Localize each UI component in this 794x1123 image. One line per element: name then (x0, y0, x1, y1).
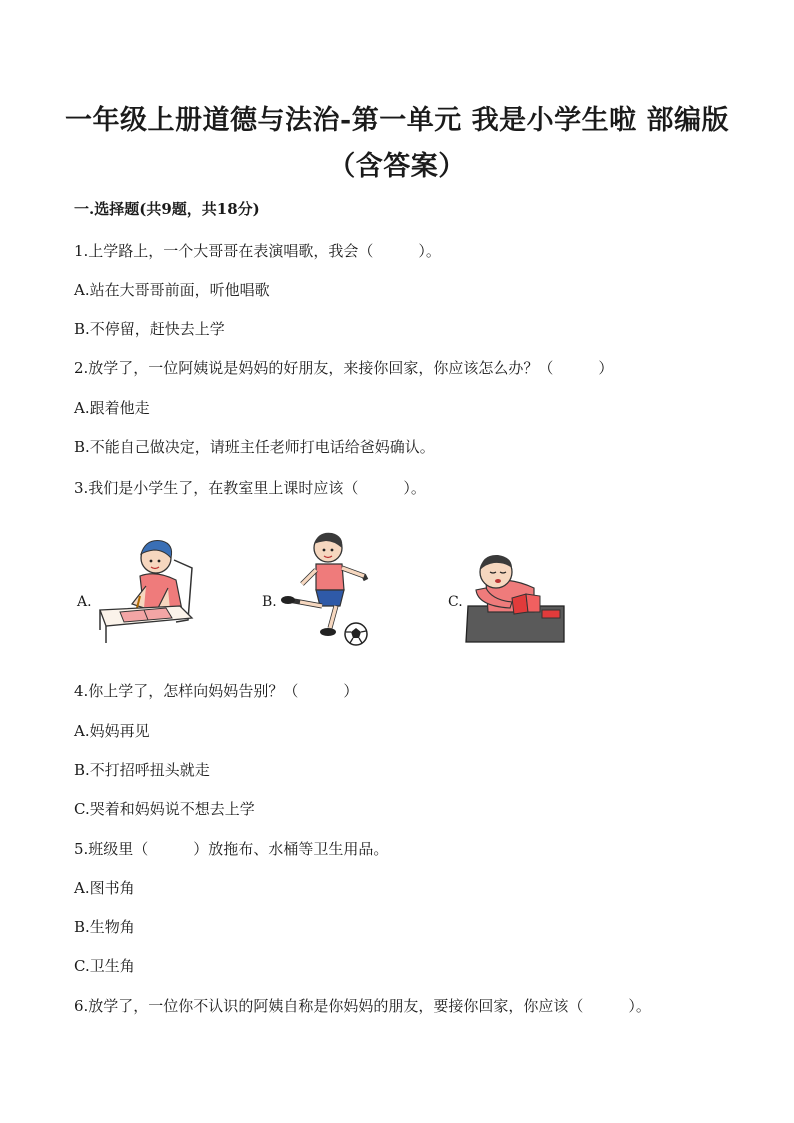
question-2-stem: 2.放学了，一位阿姨说是妈妈的好朋友，来接你回家，你应该怎么办？（ ） (74, 359, 614, 377)
question-5-option-b: B.生物角 (74, 918, 135, 936)
question-3-stem: 3.我们是小学生了，在教室里上课时应该（ ）。 (74, 479, 426, 497)
question-1-stem: 1.上学路上，一个大哥哥在表演唱歌，我会（ ）。 (74, 242, 441, 260)
document-title: 一年级上册道德与法治-第一单元 我是小学生啦 部编版（含答案） (64, 105, 729, 182)
question-5-option-a: A.图书角 (74, 879, 135, 897)
question-4-stem: 4.你上学了，怎样向妈妈告别？（ ） (74, 682, 359, 700)
question-3-picture-b-label: B. (262, 594, 277, 610)
question-1-option-a: A.站在大哥哥前面，听他唱歌 (74, 281, 270, 299)
question-4-option-a: A.妈妈再见 (74, 722, 150, 740)
question-5-option-c: C.卫生角 (74, 957, 135, 975)
question-2-option-b: B.不能自己做决定，请班主任老师打电话给爸妈确认。 (74, 438, 435, 456)
question-4-option-b: B.不打招呼扭头就走 (74, 761, 210, 779)
question-3-picture-c-label: C. (448, 594, 463, 610)
question-4-option-c: C.哭着和妈妈说不想去上学 (74, 800, 255, 818)
section-heading: 一.选择题(共9题，共18分) (74, 200, 260, 218)
question-3-picture-a-label: A. (77, 594, 92, 610)
child-playing-football-icon (280, 528, 372, 648)
child-sleeping-on-desk-icon (464, 550, 568, 644)
question-5-stem: 5.班级里（ ）放拖布、水桶等卫生用品。 (74, 840, 389, 858)
question-1-option-b: B.不停留，赶快去上学 (74, 320, 225, 338)
question-6-stem: 6.放学了，一位你不认识的阿姨自称是你妈妈的朋友，要接你回家，你应该（ ）。 (74, 997, 651, 1015)
child-writing-at-desk-icon (96, 530, 198, 645)
question-2-option-a: A.跟着他走 (74, 399, 150, 417)
